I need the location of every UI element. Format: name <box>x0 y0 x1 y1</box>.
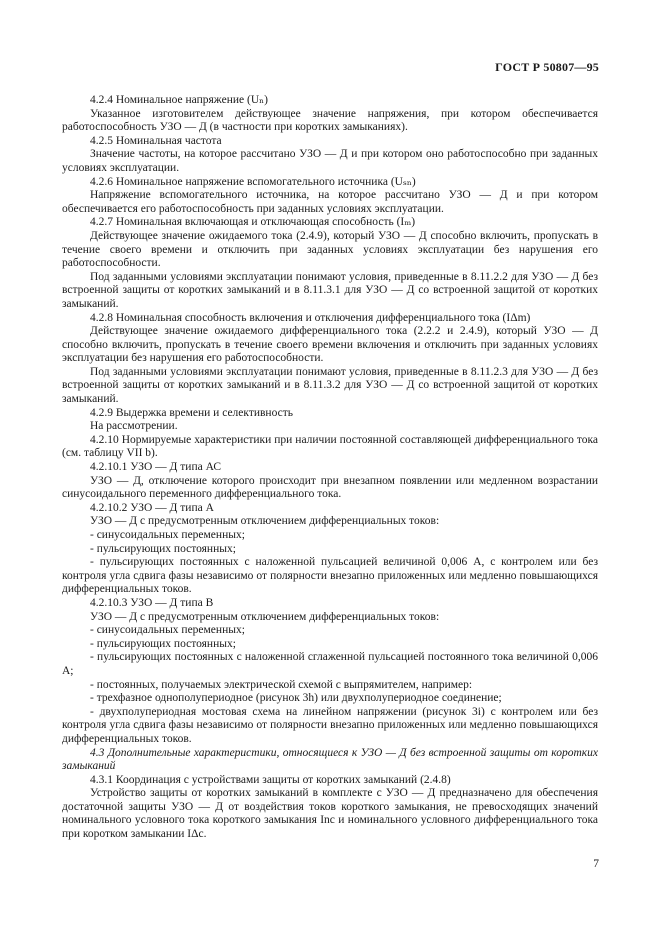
paragraph: УЗО — Д с предусмотренным отключением дифференциальных токов: <box>90 610 440 623</box>
paragraph: 4.2.8 Номинальная способность включения и отключения дифференциального тока (IΔm) <box>90 311 531 324</box>
list-item: - пульсирующих постоянных с наложенной пульсацией величиной 0,006 А, с контролем или без контроля угла сдвига фазы независимо от полярности внезапно приложенных или медленно повышающихся дифференциальных токов. <box>62 556 598 596</box>
standard-header: ГОСТ Р 50807—95 <box>495 60 599 74</box>
paragraph: Действующее значение ожидаемого дифференциального тока (2.2.2 и 2.4.9), который УЗО — Д способно включить, пропускать в течение своего времени включения и отключить при заданных условиях эксплуатации без нарушения его работоспособности. <box>62 325 598 365</box>
paragraph: 4.2.10.2 УЗО — Д типа А <box>90 501 214 514</box>
paragraph: На рассмотрении. <box>90 420 178 433</box>
list-item: - двухполупериодная мостовая схема на линейном напряжении (рисунок 3i) с контролем или без контроля угла сдвига фазы независимо от полярности внезапно приложенных или медленно повышающихся дифференциальных токов. <box>62 705 598 745</box>
page-number: 7 <box>593 858 599 870</box>
paragraph: Напряжение вспомогательного источника, на которое рассчитано УЗО — Д и при котором обеспечивается его работоспособность при заданных условиях эксплуатации. <box>62 189 598 215</box>
list-item: - трехфазное однополупериодное (рисунок 3h) или двухполупериодное соединение; <box>90 692 502 705</box>
paragraph: 4.2.7 Номинальная включающая и отключающая способность (Iₘ) <box>90 216 416 229</box>
paragraph: 4.3.1 Координация с устройствами защиты от коротких замыканий (2.4.8) <box>90 773 451 786</box>
paragraph: Значение частоты, на которое рассчитано УЗО — Д и при котором оно работоспособно при заданных условиях эксплуатации. <box>62 148 598 174</box>
paragraph: 4.2.5 Номинальная частота <box>90 134 222 147</box>
document-body <box>62 94 598 842</box>
paragraph: 4.2.9 Выдержка времени и селективность <box>90 406 293 419</box>
paragraph: Устройство защиты от коротких замыканий в комплекте с УЗО — Д предназначено для обеспечения достаточной защиты УЗО — Д от воздействия токов короткого замыкания, не превосходящих значений номинального условного тока короткого замыкания Inc и номинального условного дифференциального тока при коротком замыкании IΔc. <box>62 787 598 841</box>
paragraph: Под заданными условиями эксплуатации понимают условия, приведенные в 8.11.2.2 для УЗО — Д без встроенной защиты от коротких замыканий и в 8.11.3.1 для УЗО — Д со встроенной защитой от коротких замыканий. <box>62 270 598 310</box>
list-item: - синусоидальных переменных; <box>90 529 245 541</box>
paragraph: 4.2.10.3 УЗО — Д типа В <box>90 596 214 609</box>
paragraph: 4.2.6 Номинальное напряжение вспомогательного источника (Uₛₙ) <box>90 175 416 188</box>
paragraph: УЗО — Д с предусмотренным отключением дифференциальных токов: <box>90 515 440 528</box>
paragraph: УЗО — Д, отключение которого происходит при внезапном появлении или медленном возрастании синусоидального переменного дифференциального тока. <box>62 474 598 501</box>
paragraph: Под заданными условиями эксплуатации понимают условия, приведенные в 8.11.2.3 для УЗО — Д без встроенной защиты от коротких замыканий и в 8.11.3.2 для УЗО — Д со встроенной защитой от коротких замыканий. <box>62 365 598 406</box>
paragraph: Указанное изготовителем действующее значение напряжения, при котором обеспечивается работоспособность УЗО — Д (в частности при коротких замыканиях). <box>62 107 598 134</box>
paragraph: 4.2.10 Нормируемые характеристики при наличии постоянной составляющей дифференциального тока (см. таблицу VII b). <box>62 433 598 460</box>
paragraph: Действующее значение ожидаемого тока (2.4.9), который УЗО — Д способно включить, пропускать в течение своего времени и отключить при заданных условиях эксплуатации без нарушения его работоспособности. <box>62 229 598 270</box>
list-item: - пульсирующих постоянных; <box>90 637 236 650</box>
list-item: - пульсирующих постоянных с наложенной сглаженной пульсацией постоянного тока величиной 0,006 А; <box>62 651 598 677</box>
list-item: - синусоидальных переменных; <box>90 624 245 637</box>
list-item: - постоянных, получаемых электрической схемой с выпрямителем, например: <box>90 678 473 691</box>
paragraph: 4.2.4 Номинальное напряжение (Uₙ) <box>90 94 268 106</box>
paragraph: 4.2.10.1 УЗО — Д типа АС <box>90 461 221 474</box>
section-heading: 4.3 Дополнительные характеристики, относящиеся к УЗО — Д без встроенной защиты от коротких замыканий <box>62 746 598 773</box>
list-item: - пульсирующих постоянных; <box>90 542 236 555</box>
